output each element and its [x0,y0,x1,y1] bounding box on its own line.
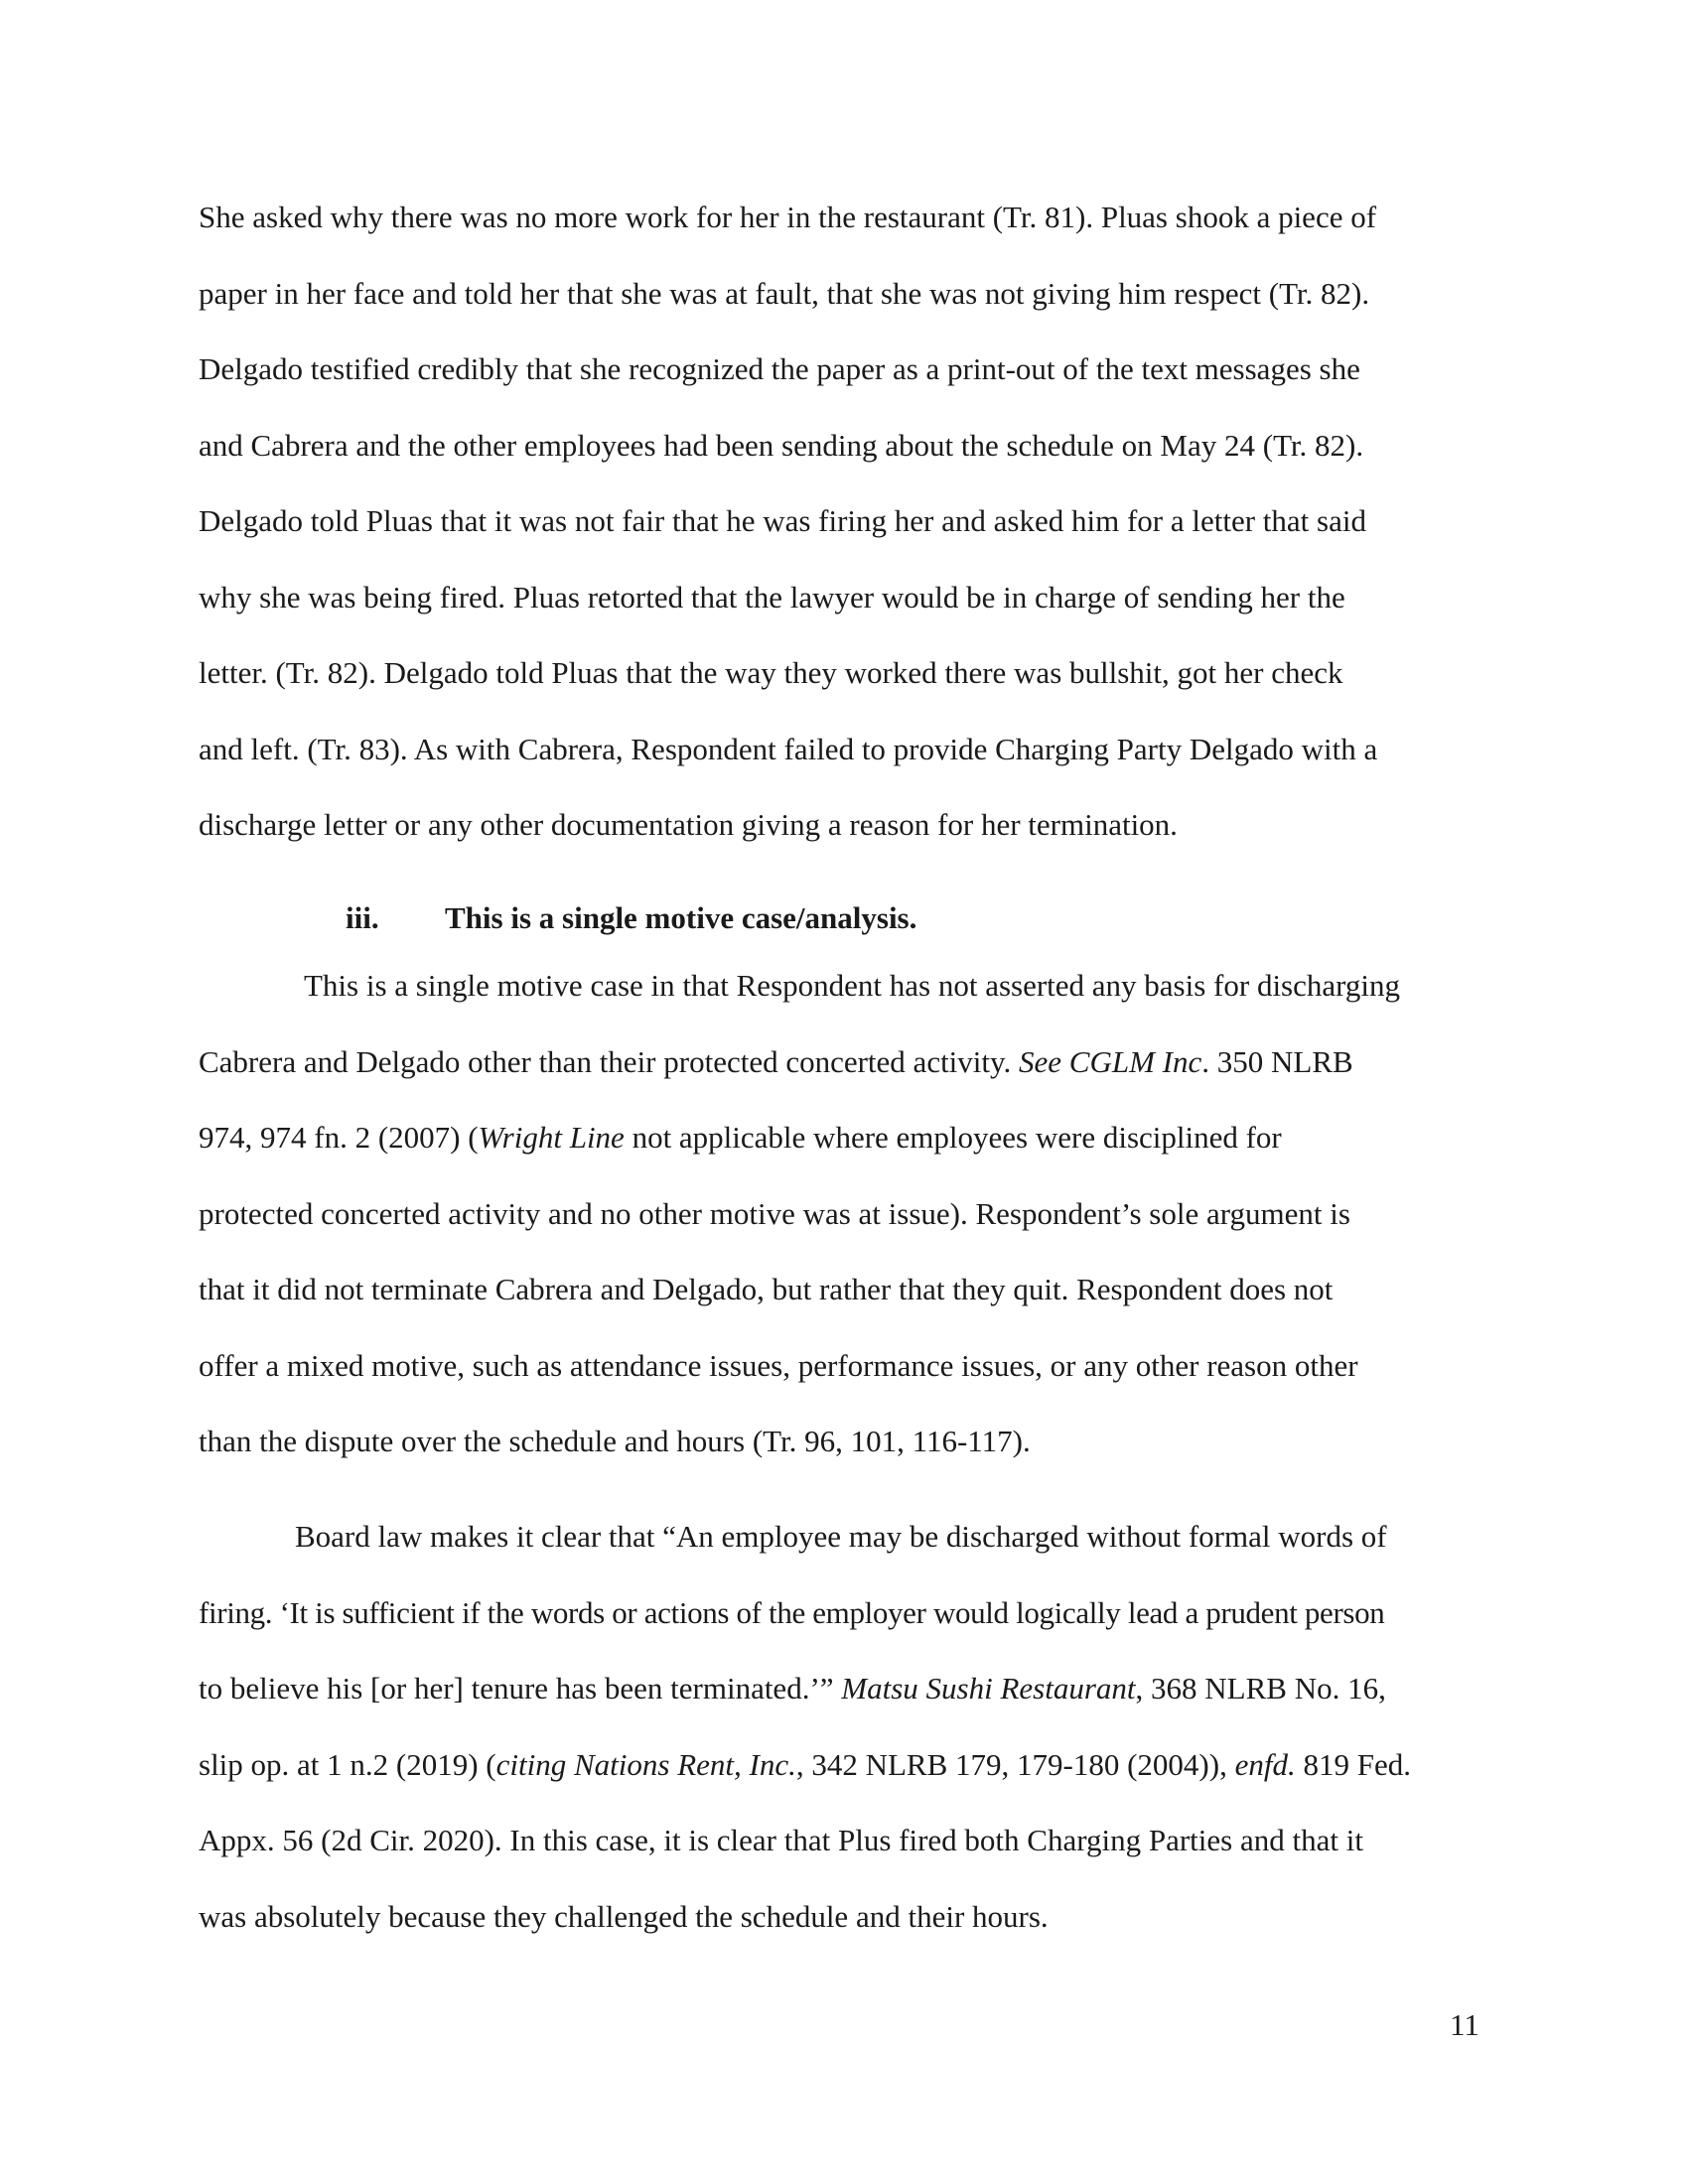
text-line: firing. ‘It is sufficient if the words or actions of the employer would logically lead a prudent person [199,1594,1385,1630]
text-line: was absolutely because they challenged the schedule and their hours. [199,1898,1049,1934]
text-line: Appx. 56 (2d Cir. 2020). In this case, it is clear that Plus fired both Charging Parties and that it [199,1823,1363,1857]
text-line: 974, 974 fn. 2 (2007) (Wright Line not applicable where employees were disciplined for [199,1120,1282,1155]
text-line: Cabrera and Delgado other than their protected concerted activity. See CGLM Inc. 350 NLRB [199,1043,1353,1079]
section-number: iii. [346,900,379,935]
case-citation: citing Nations Rent, Inc. [495,1746,796,1782]
case-citation: Matsu Sushi Restaurant [841,1671,1136,1706]
text-line: and Cabrera and the other employees had been sending about the schedule on May 24 (Tr. 82). [199,427,1364,463]
paragraph-single-motive [199,948,1489,1480]
text-line: and left. (Tr. 83). As with Cabrera, Respondent failed to provide Charging Party Delgado with a [199,731,1378,766]
text-line: This is a single motive case in that Respondent has not asserted any basis for discharging [304,968,1401,1003]
section-title: This is a single motive case/analysis. [445,900,917,935]
page-number: 11 [1450,2007,1479,2042]
text-line: Board law makes it clear that “An employee may be discharged without formal words of [295,1519,1387,1554]
text-line: offer a mixed motive, such as attendance issues, performance issues, or any other reason other [199,1347,1358,1383]
case-citation: See CGLM Inc [1019,1043,1202,1079]
text-line: paper in her face and told her that she was at fault, that she was not giving him respect (Tr. 82). [199,275,1370,311]
text-line: discharge letter or any other documentation giving a reason for her termination. [199,807,1178,842]
text-line: slip op. at 1 n.2 (2019) (citing Nations Rent, Inc., 342 NLRB 179, 179-180 (2004)), enfd. 819 Fed. [199,1746,1411,1782]
paragraph-board-law [199,1499,1489,1955]
text-line: protected concerted activity and no other motive was at issue). Respondent’s sole argument is [199,1195,1350,1231]
text-line: that it did not terminate Cabrera and Delgado, but rather that they quit. Respondent does not [199,1272,1334,1306]
text-line: Delgado told Pluas that it was not fair that he was firing her and asked him for a letter that said [199,503,1366,538]
text-line: why she was being fired. Pluas retorted that the lawyer would be in charge of sending her the [199,579,1345,614]
case-citation: Wright Line [478,1120,625,1155]
section-heading [346,898,916,938]
text-line: than the dispute over the schedule and hours (Tr. 96, 101, 116-117). [199,1424,1031,1458]
text-line: Delgado testified credibly that she recognized the paper as a print-out of the text messages she [199,351,1360,386]
text-line: letter. (Tr. 82). Delgado told Pluas that the way they worked there was bullshit, got her check [199,655,1343,690]
text-line: to believe his [or her] tenure has been terminated.’” Matsu Sushi Restaurant, 368 NLRB No. 16, [199,1671,1386,1706]
case-citation: enfd. [1234,1746,1296,1782]
paragraph-delgado-discharge [199,180,1489,864]
text-line: She asked why there was no more work for her in the restaurant (Tr. 81). Pluas shook a piece of [199,200,1377,234]
